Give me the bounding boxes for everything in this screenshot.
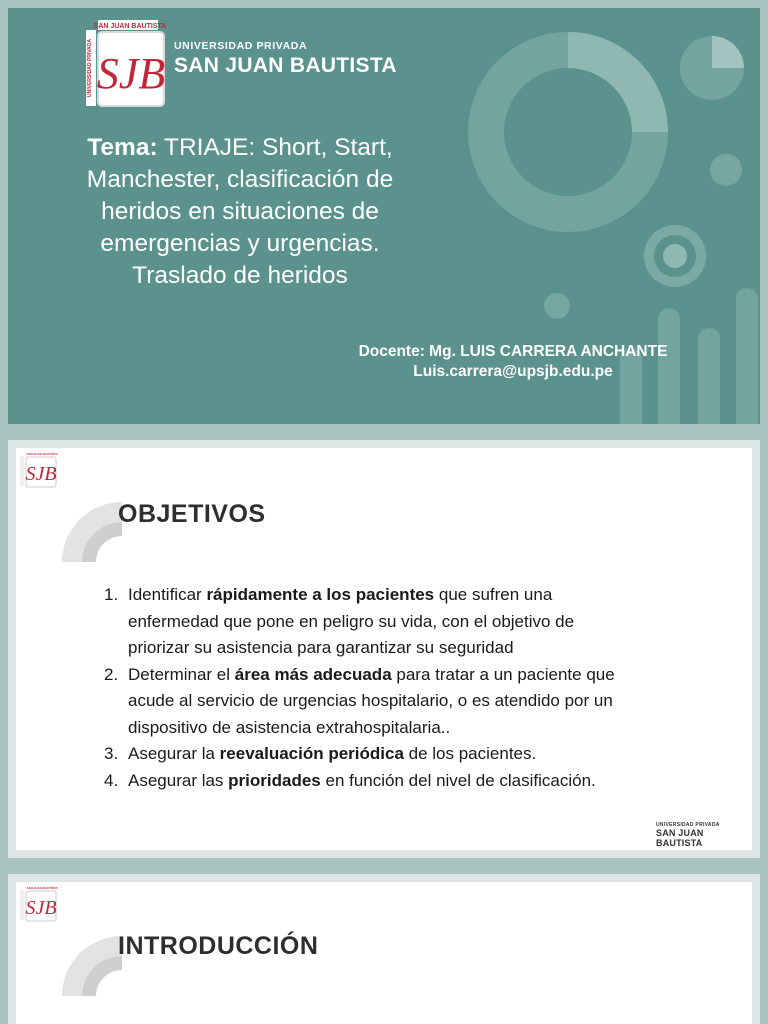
list-item [104, 741, 724, 768]
item-bold-text: área más adecuada [234, 664, 392, 684]
list-item [104, 662, 724, 742]
section-title-introduccion: INTRODUCCIÓN [118, 932, 319, 960]
teacher-info [308, 342, 718, 382]
list-number: 2. [104, 664, 119, 684]
title-line-3: heridos en situaciones de [101, 198, 379, 225]
list-item [104, 768, 724, 795]
item-text: en función del nivel de clasificación. [320, 770, 596, 790]
teacher-email: Luis.carrera@upsjb.edu.pe [413, 363, 613, 380]
list-number: 3. [104, 744, 119, 763]
svg-text:SAN JUAN BAUTISTA: SAN JUAN BAUTISTA [26, 452, 58, 456]
svg-text:SAN JUAN BAUTISTA: SAN JUAN BAUTISTA [93, 23, 167, 30]
svg-text:UNIVERSIDAD PRIVADA: UNIVERSIDAD PRIVADA [87, 39, 93, 97]
item-text: Asegurar la [128, 744, 220, 763]
item-bold-text: rápidamente a los pacientes [206, 585, 435, 604]
item-text: dispositivo de asistencia extrahospitalaria.. [128, 717, 451, 737]
objectives-list [104, 582, 724, 794]
list-item [104, 582, 724, 662]
item-text: de los pacientes. [403, 744, 537, 763]
item-text: priorizar su asistencia para garantizar su seguridad [128, 638, 514, 657]
list-number: 1. [104, 585, 119, 604]
title-line-1: TRIAJE: Short, Start, [157, 134, 393, 161]
university-name-line1: UNIVERSIDAD PRIVADA [174, 40, 308, 52]
footer-brand-line1: UNIVERSIDAD PRIVADA [656, 822, 720, 828]
item-text: para tratar a un paciente que [391, 664, 615, 684]
objectives-slide [8, 440, 760, 858]
sjb-logo-small-icon [20, 450, 60, 490]
list-number: 4. [104, 770, 119, 790]
footer-brand-line2: SAN JUAN BAUTISTA [656, 828, 704, 848]
teacher-name: Docente: Mg. LUIS CARRERA ANCHANTE [358, 343, 668, 360]
sjb-logo-small-icon [20, 884, 60, 924]
svg-text:SJB: SJB [25, 897, 57, 919]
item-text: que sufren una [434, 585, 553, 604]
section-title-objetivos: OBJETIVOS [118, 500, 266, 528]
footer-brand [656, 822, 750, 848]
university-name-line2: SAN JUAN BAUTISTA [174, 54, 397, 77]
title-line-2: Manchester, clasificación de [86, 166, 394, 193]
title-label: Tema: [87, 134, 158, 161]
introduction-slide [8, 874, 760, 1024]
item-bold-text: prioridades [228, 770, 321, 790]
sjb-crest-icon [86, 18, 170, 110]
corner-arc-decoration [52, 926, 122, 996]
title-slide [8, 8, 760, 424]
item-text: acude al servicio de urgencias hospitalario, o es atendido por un [128, 691, 613, 710]
svg-text:SAN JUAN BAUTISTA: SAN JUAN BAUTISTA [26, 886, 58, 890]
corner-arc-decoration [52, 492, 122, 562]
item-bold-text: reevaluación periódica [219, 744, 404, 763]
svg-text:SJB: SJB [25, 463, 57, 485]
item-text: Determinar el [128, 664, 235, 684]
title-line-4: emergencias y urgencias. [100, 230, 380, 257]
item-text: enfermedad que pone en peligro su vida, con el objetivo de [128, 611, 575, 631]
svg-text:SJB: SJB [96, 49, 166, 98]
slide-title [48, 132, 432, 292]
item-text: Identificar [128, 585, 207, 604]
item-text: Asegurar las [128, 770, 229, 790]
title-line-5: Traslado de heridos [132, 262, 348, 289]
